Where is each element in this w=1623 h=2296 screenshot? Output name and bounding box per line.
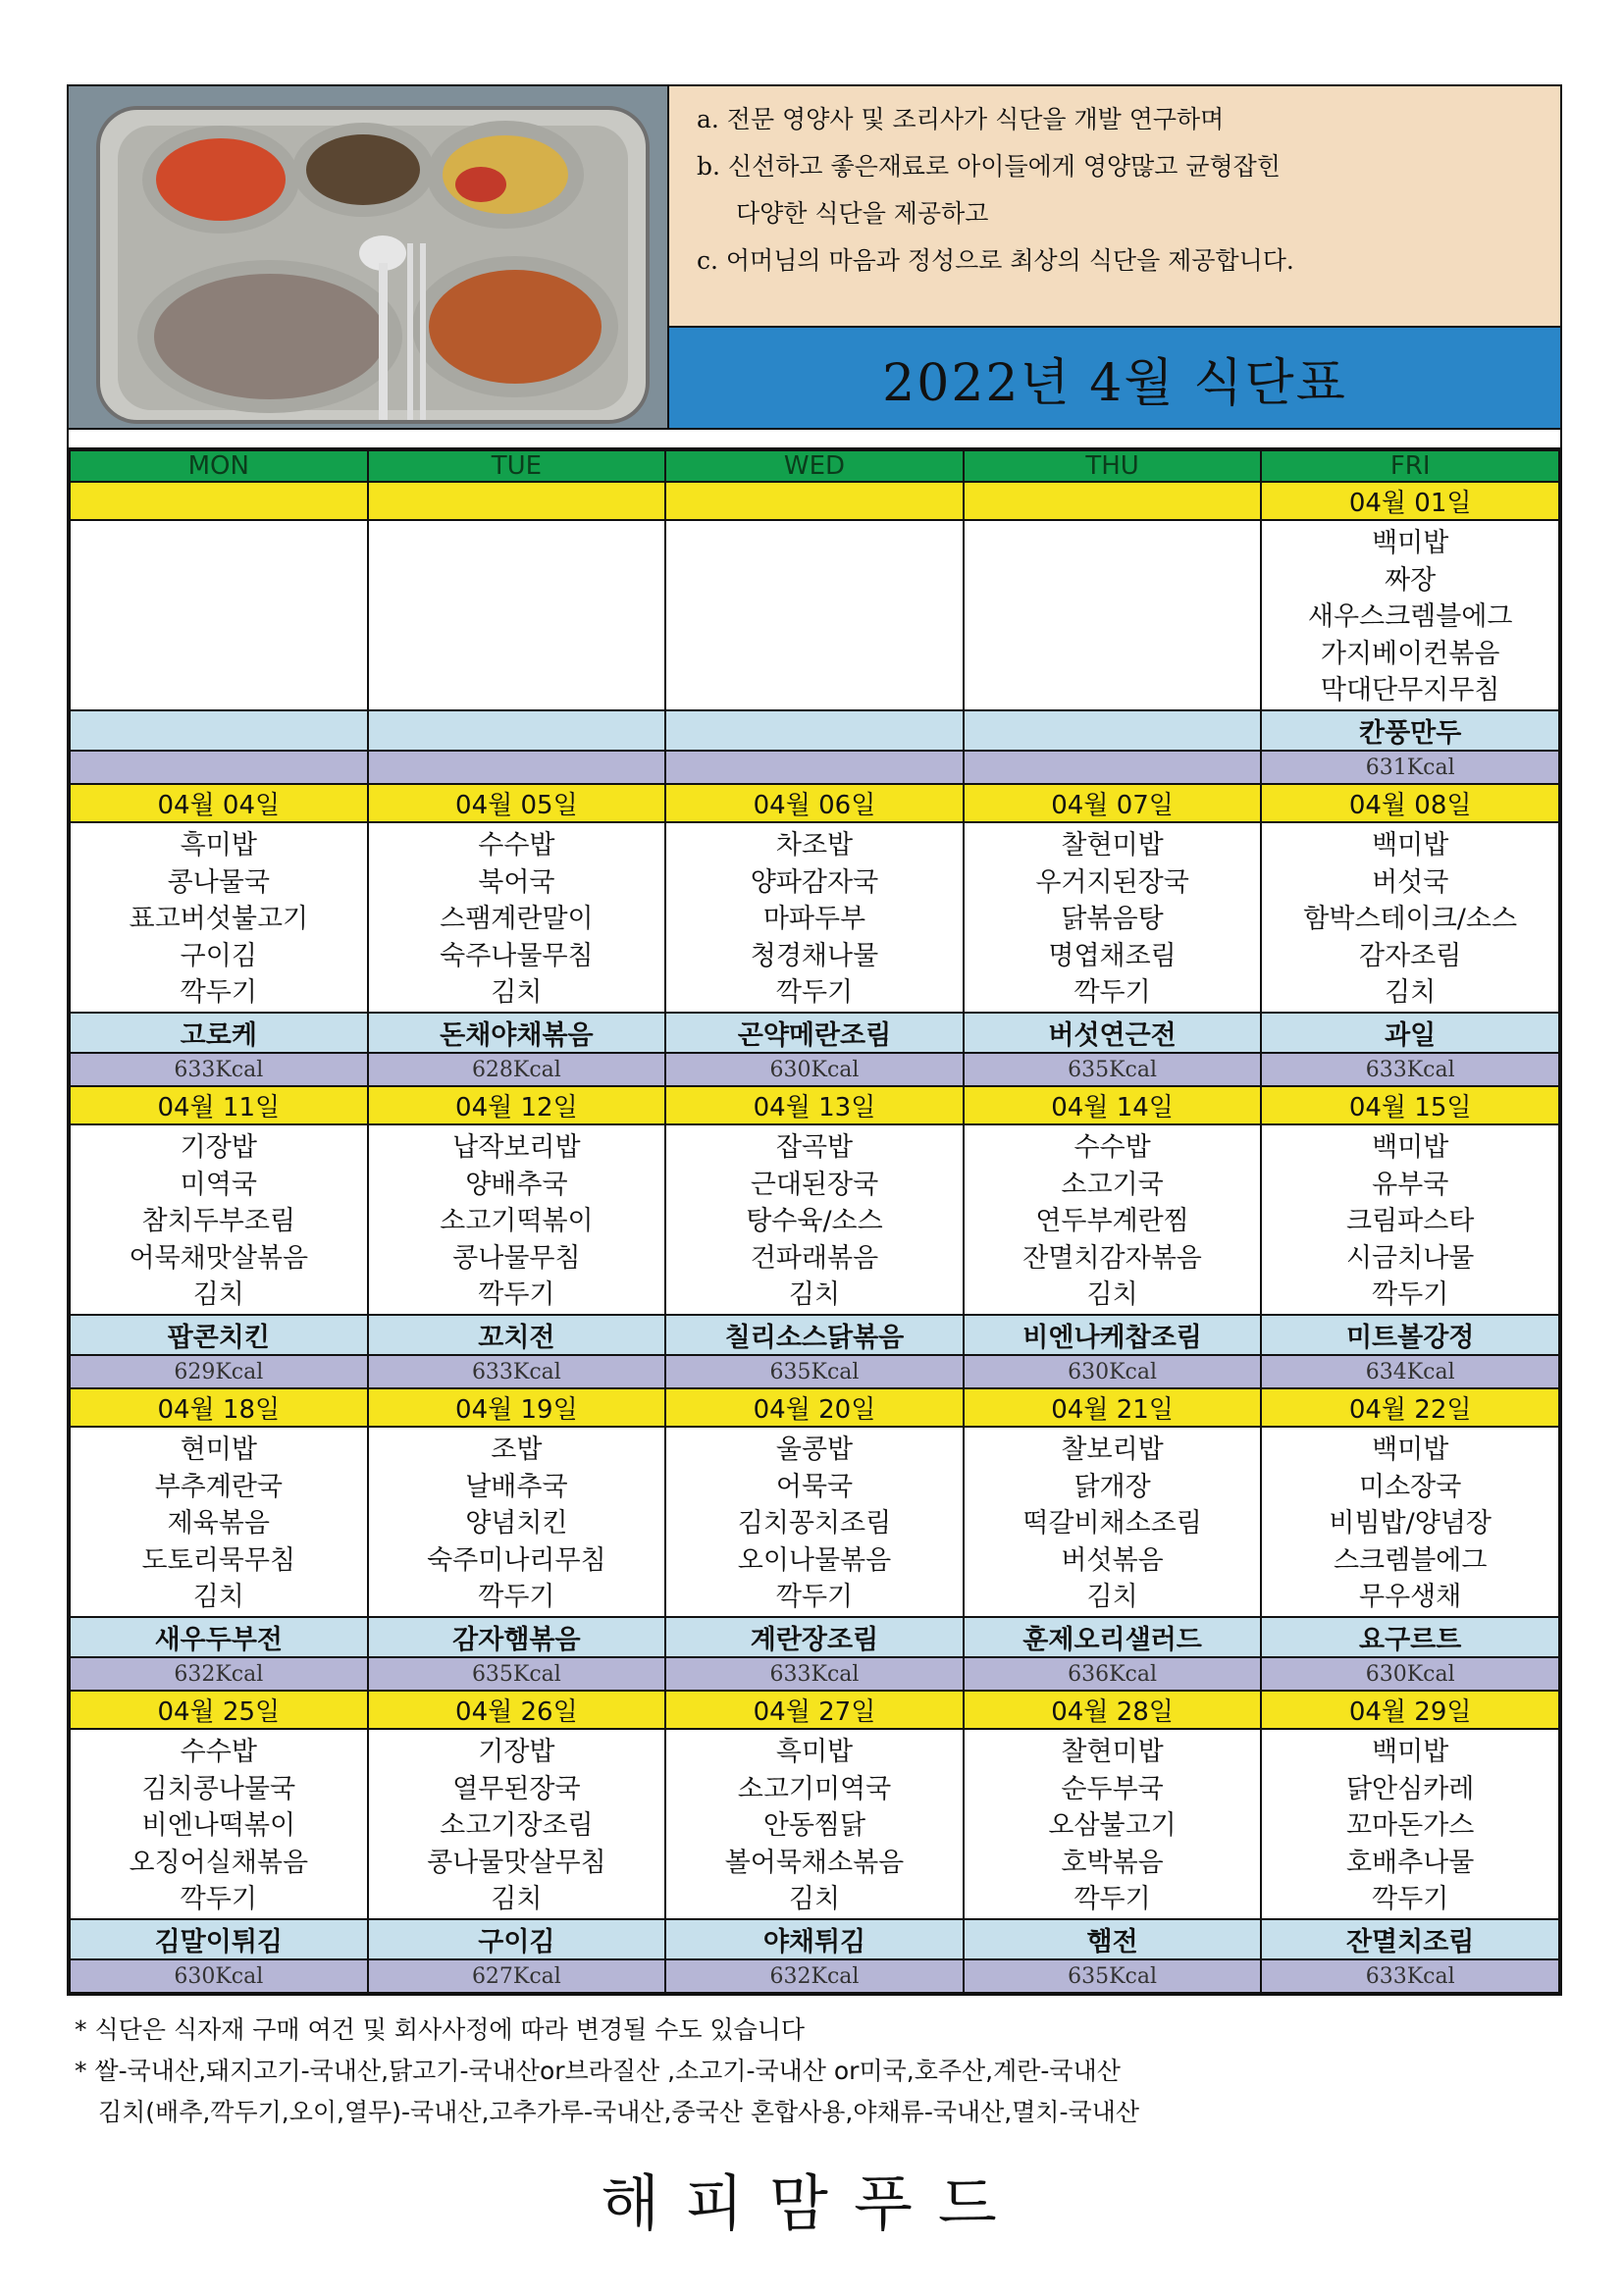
menu-item: 깍두기 xyxy=(478,1279,555,1310)
kcal-cell: 635Kcal xyxy=(368,1657,666,1691)
special-dish: 김말이튀김 xyxy=(70,1919,368,1959)
date-cell: 04월 01일 xyxy=(1261,482,1559,520)
menu-item: 오징어실채볶음 xyxy=(129,1847,309,1878)
menu-cell xyxy=(1261,822,1559,1013)
menu-item: 닭개장 xyxy=(1073,1471,1151,1502)
menu-item: 건파래볶음 xyxy=(750,1242,879,1274)
menu-item: 유부국 xyxy=(1372,1169,1449,1200)
weekday-header: FRI xyxy=(1261,450,1559,482)
menu-cell xyxy=(70,520,368,710)
menu-item: 날배추국 xyxy=(465,1471,568,1502)
kcal-cell: 630Kcal xyxy=(964,1355,1262,1388)
menu-item: 양배추국 xyxy=(465,1169,568,1200)
menu-item: 현미밥 xyxy=(180,1435,257,1465)
menu-item: 연두부계란찜 xyxy=(1035,1206,1189,1236)
meal-tray-photo xyxy=(69,86,669,428)
menu-item: 깍두기 xyxy=(180,977,257,1008)
footer-note-origin: * 쌀-국내산,돼지고기-국내산,닭고기-국내산or브라질산 ,소고기-국내산 or미국,호주산,계란-국내산 xyxy=(75,2057,1121,2085)
menu-item: 우거지된장국 xyxy=(1035,866,1189,898)
menu-item: 어묵채맛살볶음 xyxy=(129,1242,309,1274)
kcal-cell: 633Kcal xyxy=(1261,1959,1559,1993)
menu-item: 김치 xyxy=(491,1884,543,1914)
menu-cell xyxy=(964,1427,1262,1617)
kcal-cell: 633Kcal xyxy=(368,1355,666,1388)
special-dish: 미트볼강정 xyxy=(1261,1315,1559,1355)
special-row xyxy=(70,1919,1559,1959)
menu-item: 김치 xyxy=(1086,1279,1138,1310)
menu-item: 찰현미밥 xyxy=(1061,830,1164,861)
date-cell xyxy=(964,482,1262,520)
menu-item: 짜장 xyxy=(1385,564,1437,596)
menu-item: 순두부국 xyxy=(1061,1773,1164,1804)
menu-item: 깍두기 xyxy=(1372,1884,1449,1914)
menu-item: 호배추나물 xyxy=(1345,1847,1475,1878)
menu-item: 스팸계란말이 xyxy=(440,904,594,934)
special-dish xyxy=(665,710,964,751)
menu-item: 소고기국 xyxy=(1061,1169,1164,1200)
special-dish: 곤약메란조림 xyxy=(665,1013,964,1053)
menu-item: 닭볶음탕 xyxy=(1061,904,1164,934)
date-row xyxy=(70,1691,1559,1729)
kcal-cell xyxy=(964,751,1262,784)
weekday-header-row xyxy=(70,450,1559,482)
menu-item: 버섯볶음 xyxy=(1061,1544,1164,1576)
menu-item: 비엔나떡볶이 xyxy=(141,1810,296,1841)
menu-item: 함박스테이크/소스 xyxy=(1303,904,1518,934)
kcal-row xyxy=(70,1657,1559,1691)
menu-item: 호박볶음 xyxy=(1061,1847,1164,1878)
menu-item: 울콩밥 xyxy=(775,1435,854,1465)
spacer xyxy=(69,430,1560,449)
kcal-cell: 634Kcal xyxy=(1261,1355,1559,1388)
date-cell: 04월 08일 xyxy=(1261,784,1559,822)
menu-item: 찰보리밥 xyxy=(1061,1435,1164,1465)
menu-item: 오삼불고기 xyxy=(1048,1810,1177,1841)
date-row xyxy=(70,784,1559,822)
menu-cell xyxy=(70,1124,368,1315)
menu-cell xyxy=(665,1729,964,1919)
kcal-cell: 633Kcal xyxy=(70,1053,368,1086)
footer-notes xyxy=(75,2009,1139,2133)
kcal-cell: 629Kcal xyxy=(70,1355,368,1388)
menu-item: 표고버섯불고기 xyxy=(129,904,309,934)
menu-cell xyxy=(1261,1427,1559,1617)
date-cell: 04월 28일 xyxy=(964,1691,1262,1729)
menu-item: 깍두기 xyxy=(1073,1884,1151,1914)
special-dish: 고로케 xyxy=(70,1013,368,1053)
kcal-cell: 635Kcal xyxy=(964,1053,1262,1086)
menu-item: 흑미밥 xyxy=(775,1737,854,1767)
menu-cell xyxy=(1261,1729,1559,1919)
menu-item: 비빔밥/양념장 xyxy=(1329,1508,1492,1539)
menu-row xyxy=(70,1124,1559,1315)
menu-item: 부추계란국 xyxy=(154,1471,283,1502)
menu-item: 버섯국 xyxy=(1372,866,1449,898)
weekday-header: TUE xyxy=(368,450,666,482)
menu-item: 조밥 xyxy=(491,1435,543,1465)
date-cell: 04월 20일 xyxy=(665,1388,964,1427)
date-cell: 04월 04일 xyxy=(70,784,368,822)
menu-item: 크림파스타 xyxy=(1345,1206,1475,1236)
menu-item: 김치 xyxy=(491,977,543,1008)
date-cell: 04월 12일 xyxy=(368,1086,666,1124)
special-dish: 요구르트 xyxy=(1261,1617,1559,1657)
kcal-cell: 636Kcal xyxy=(964,1657,1262,1691)
menu-cell xyxy=(1261,520,1559,710)
date-cell: 04월 06일 xyxy=(665,784,964,822)
menu-item: 잡곡밥 xyxy=(775,1132,854,1163)
menu-cell xyxy=(665,520,964,710)
kcal-cell: 630Kcal xyxy=(1261,1657,1559,1691)
kcal-cell: 633Kcal xyxy=(1261,1053,1559,1086)
menu-item: 양파감자국 xyxy=(750,866,879,898)
date-row xyxy=(70,1086,1559,1124)
menu-item: 깍두기 xyxy=(1372,1279,1449,1310)
menu-item: 참치두부조림 xyxy=(141,1206,296,1236)
notes-box xyxy=(669,86,1560,328)
date-cell xyxy=(70,482,368,520)
menu-item: 김치 xyxy=(788,1279,841,1310)
kcal-row xyxy=(70,1355,1559,1388)
special-dish: 구이김 xyxy=(368,1919,666,1959)
date-row xyxy=(70,1388,1559,1427)
menu-item: 백미밥 xyxy=(1372,1737,1449,1767)
date-cell: 04월 11일 xyxy=(70,1086,368,1124)
menu-cell xyxy=(368,1427,666,1617)
footer-note-change: * 식단은 식자재 구매 여건 및 회사사정에 따라 변경될 수도 있습니다 xyxy=(75,2015,806,2044)
menu-item: 탕수육/소스 xyxy=(746,1206,883,1236)
special-dish: 감자햄볶음 xyxy=(368,1617,666,1657)
menu-item: 꼬마돈가스 xyxy=(1345,1810,1475,1841)
special-row xyxy=(70,1013,1559,1053)
date-cell: 04월 25일 xyxy=(70,1691,368,1729)
menu-item: 북어국 xyxy=(478,866,555,898)
brand-name: 해피맘푸드 xyxy=(601,2167,1022,2239)
menu-item: 깍두기 xyxy=(775,1582,854,1612)
menu-item: 깍두기 xyxy=(478,1582,555,1612)
menu-item: 제육볶음 xyxy=(167,1508,270,1539)
menu-item: 콩나물무침 xyxy=(452,1242,581,1274)
menu-row xyxy=(70,1427,1559,1617)
menu-cell xyxy=(964,520,1262,710)
kcal-cell: 632Kcal xyxy=(665,1959,964,1993)
menu-row xyxy=(70,822,1559,1013)
menu-cell xyxy=(70,822,368,1013)
menu-cell xyxy=(368,1124,666,1315)
special-row xyxy=(70,1617,1559,1657)
date-cell: 04월 07일 xyxy=(964,784,1262,822)
special-dish: 돈채야채볶음 xyxy=(368,1013,666,1053)
kcal-cell: 631Kcal xyxy=(1261,751,1559,784)
kcal-cell: 628Kcal xyxy=(368,1053,666,1086)
menu-cell xyxy=(368,520,666,710)
kcal-cell: 630Kcal xyxy=(70,1959,368,1993)
menu-item: 콩나물맛살무침 xyxy=(427,1847,606,1878)
special-dish: 팝콘치킨 xyxy=(70,1315,368,1355)
kcal-cell xyxy=(70,751,368,784)
date-cell: 04월 19일 xyxy=(368,1388,666,1427)
date-cell xyxy=(368,482,666,520)
menu-cell xyxy=(665,1124,964,1315)
menu-item: 무우생채 xyxy=(1359,1582,1462,1612)
kcal-cell: 635Kcal xyxy=(964,1959,1262,1993)
menu-item: 잔멸치감자볶음 xyxy=(1022,1242,1202,1274)
note-c: c. 어머님의 마음과 정성으로 최상의 식단을 제공합니다. xyxy=(697,246,1294,275)
menu-item: 새우스크렘블에그 xyxy=(1307,601,1513,632)
menu-item: 가지베이컨볶음 xyxy=(1320,638,1500,669)
menu-item: 기장밥 xyxy=(478,1737,555,1767)
date-cell: 04월 22일 xyxy=(1261,1388,1559,1427)
special-dish: 계란장조림 xyxy=(665,1617,964,1657)
menu-cell xyxy=(964,822,1262,1013)
note-a: a. 전문 영양사 및 조리사가 식단을 개발 연구하며 xyxy=(697,105,1225,133)
note-b-continued: 다양한 식단을 제공하고 xyxy=(736,199,989,228)
menu-cell xyxy=(665,1427,964,1617)
menu-cell xyxy=(665,822,964,1013)
menu-item: 소고기떡볶이 xyxy=(440,1206,594,1236)
special-dish xyxy=(368,710,666,751)
menu-item: 수수밥 xyxy=(1073,1132,1151,1163)
date-cell: 04월 13일 xyxy=(665,1086,964,1124)
date-cell xyxy=(665,482,964,520)
special-dish: 잔멸치조림 xyxy=(1261,1919,1559,1959)
menu-item: 숙주나물무침 xyxy=(440,940,594,971)
menu-item: 백미밥 xyxy=(1372,1435,1449,1465)
menu-table xyxy=(69,449,1560,1994)
kcal-cell xyxy=(368,751,666,784)
menu-item: 볼어묵채소볶음 xyxy=(724,1847,905,1878)
menu-item: 안동찜닭 xyxy=(762,1810,866,1841)
weekday-header: WED xyxy=(665,450,964,482)
weekday-header: MON xyxy=(70,450,368,482)
menu-item: 수수밥 xyxy=(180,1737,257,1767)
special-dish: 비엔나케찹조림 xyxy=(964,1315,1262,1355)
menu-item: 김치 xyxy=(192,1582,244,1612)
special-dish: 칠리소스닭볶음 xyxy=(665,1315,964,1355)
special-dish: 버섯연근전 xyxy=(964,1013,1262,1053)
menu-cell xyxy=(368,822,666,1013)
menu-item: 막대단무지무침 xyxy=(1320,675,1500,705)
menu-cell xyxy=(70,1729,368,1919)
menu-item: 감자조림 xyxy=(1359,940,1462,971)
menu-cell xyxy=(368,1729,666,1919)
kcal-cell: 633Kcal xyxy=(665,1657,964,1691)
date-cell: 04월 18일 xyxy=(70,1388,368,1427)
menu-item: 소고기장조림 xyxy=(440,1810,594,1841)
menu-item: 흑미밥 xyxy=(180,830,257,861)
menu-item: 명엽채조림 xyxy=(1048,940,1177,971)
menu-item: 소고기미역국 xyxy=(737,1773,892,1804)
menu-item: 오이나물볶음 xyxy=(737,1544,892,1576)
menu-item: 마파두부 xyxy=(762,904,866,934)
kcal-cell: 627Kcal xyxy=(368,1959,666,1993)
menu-item: 깍두기 xyxy=(180,1884,257,1914)
menu-item: 깍두기 xyxy=(775,977,854,1008)
menu-item: 근대된장국 xyxy=(750,1169,879,1200)
note-b: b. 신선하고 좋은재료로 아이들에게 영양많고 균형잡힌 xyxy=(697,152,1281,181)
menu-item: 김치 xyxy=(192,1279,244,1310)
kcal-cell: 635Kcal xyxy=(665,1355,964,1388)
menu-item: 닭안심카레 xyxy=(1345,1773,1475,1804)
menu-cell xyxy=(964,1124,1262,1315)
menu-item: 미역국 xyxy=(180,1169,257,1200)
date-cell: 04월 15일 xyxy=(1261,1086,1559,1124)
menu-row xyxy=(70,520,1559,710)
page-title: 2022년 4월 식단표 xyxy=(669,328,1560,428)
kcal-row xyxy=(70,1959,1559,1993)
menu-cell xyxy=(964,1729,1262,1919)
menu-item: 백미밥 xyxy=(1372,528,1449,558)
menu-item: 김치 xyxy=(788,1884,841,1914)
menu-item: 떡갈비채소조림 xyxy=(1022,1508,1202,1539)
weekday-header: THU xyxy=(964,450,1262,482)
menu-item: 차조밥 xyxy=(775,830,854,861)
date-cell: 04월 26일 xyxy=(368,1691,666,1729)
menu-item: 백미밥 xyxy=(1372,1132,1449,1163)
menu-item: 구이김 xyxy=(180,940,257,971)
menu-item: 양념치킨 xyxy=(465,1508,568,1539)
meal-tray-image xyxy=(69,86,667,428)
special-dish: 야채튀김 xyxy=(665,1919,964,1959)
menu-item: 수수밥 xyxy=(478,830,555,861)
date-cell: 04월 29일 xyxy=(1261,1691,1559,1729)
special-dish: 새우두부전 xyxy=(70,1617,368,1657)
menu-item: 깍두기 xyxy=(1073,977,1151,1008)
kcal-cell: 632Kcal xyxy=(70,1657,368,1691)
menu-item: 김치 xyxy=(1385,977,1437,1008)
kcal-cell xyxy=(665,751,964,784)
menu-item: 백미밥 xyxy=(1372,830,1449,861)
header-right xyxy=(669,86,1560,428)
special-row xyxy=(70,710,1559,751)
special-dish xyxy=(70,710,368,751)
menu-item: 콩나물국 xyxy=(167,866,270,898)
menu-item: 숙주미나리무침 xyxy=(427,1544,606,1576)
menu-item: 찰현미밥 xyxy=(1061,1737,1164,1767)
menu-sheet xyxy=(67,84,1562,1996)
special-dish: 훈제오리샐러드 xyxy=(964,1617,1262,1657)
special-dish xyxy=(964,710,1262,751)
date-cell: 04월 21일 xyxy=(964,1388,1262,1427)
footer-note-origin-continued: 김치(배추,깍두기,오이,열무)-국내산,고추가루-국내산,중국산 혼합사용,야채류-국내산,멸치-국내산 xyxy=(98,2098,1140,2126)
menu-item: 김치콩나물국 xyxy=(141,1773,296,1804)
special-row xyxy=(70,1315,1559,1355)
special-dish: 햄전 xyxy=(964,1919,1262,1959)
date-row xyxy=(70,482,1559,520)
menu-cell xyxy=(1261,1124,1559,1315)
menu-item: 김치꽁치조림 xyxy=(737,1508,892,1539)
date-cell: 04월 14일 xyxy=(964,1086,1262,1124)
menu-item: 도토리묵무침 xyxy=(141,1544,296,1576)
menu-item: 청경채나물 xyxy=(750,940,879,971)
menu-item: 납작보리밥 xyxy=(452,1132,581,1163)
menu-item: 김치 xyxy=(1086,1582,1138,1612)
kcal-cell: 630Kcal xyxy=(665,1053,964,1086)
header-block xyxy=(69,86,1560,430)
special-dish: 과일 xyxy=(1261,1013,1559,1053)
date-cell: 04월 05일 xyxy=(368,784,666,822)
menu-item: 어묵국 xyxy=(775,1471,854,1502)
menu-row xyxy=(70,1729,1559,1919)
menu-item: 시금치나물 xyxy=(1345,1242,1475,1274)
date-cell: 04월 27일 xyxy=(665,1691,964,1729)
menu-item: 미소장국 xyxy=(1359,1471,1462,1502)
menu-item: 기장밥 xyxy=(180,1132,257,1163)
kcal-row xyxy=(70,751,1559,784)
menu-item: 스크렘블에그 xyxy=(1333,1544,1488,1576)
special-dish: 칸풍만두 xyxy=(1261,710,1559,751)
menu-item: 열무된장국 xyxy=(452,1773,581,1804)
menu-cell xyxy=(70,1427,368,1617)
special-dish: 꼬치전 xyxy=(368,1315,666,1355)
kcal-row xyxy=(70,1053,1559,1086)
